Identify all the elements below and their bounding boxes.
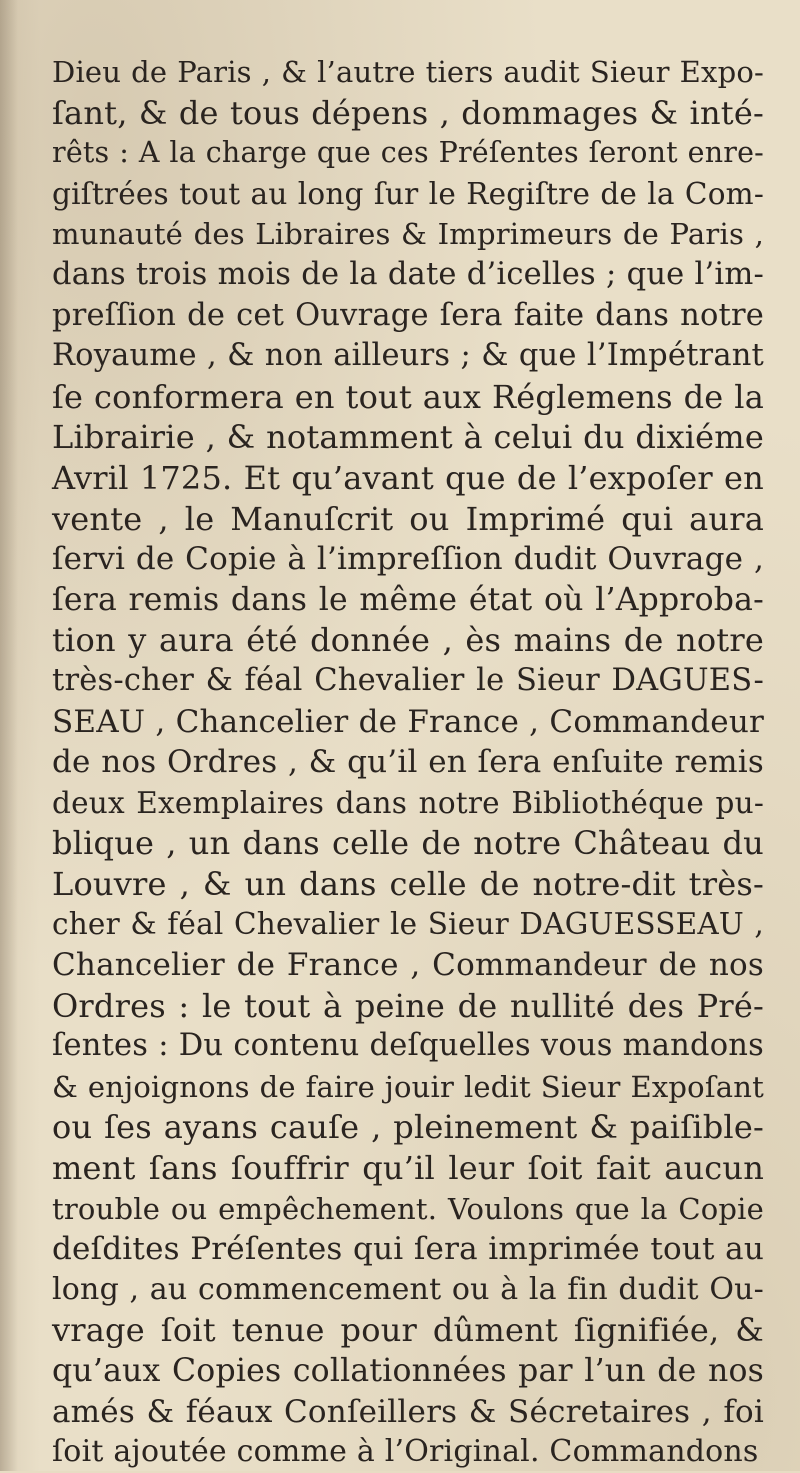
text-line: Royaume , & non ailleurs ; & que l’Impétrant bbox=[52, 338, 764, 374]
text-line: vrage ſoit tenue pour dûment ſignifiée, & bbox=[52, 1311, 764, 1350]
page-gutter-shadow bbox=[0, 0, 18, 1471]
text-line: Dieu de Paris , & l’autre tiers audit Sieur Expo- bbox=[52, 55, 764, 89]
text-line: amés & féaux Conſeillers & Sécretaires , foi bbox=[52, 1393, 764, 1430]
text-line: deux Exemplaires dans notre Bibliothéque pu- bbox=[52, 785, 764, 820]
text-line: de nos Ordres , & qu’il en ſera enſuite remis bbox=[52, 744, 764, 781]
text-line: ſervi de Copie à l’impreſſion dudit Ouvrage , bbox=[52, 541, 764, 578]
text-line: Librairie , & notamment à celui du dixiéme bbox=[52, 418, 764, 457]
text-line: SEAU , Chancelier de France , Commandeur bbox=[52, 703, 764, 740]
text-line: ſe conformera en tout aux Réglemens de la bbox=[52, 377, 764, 416]
text-line: ſoit ajoutée comme à l’Original. Commandons bbox=[52, 1434, 759, 1470]
text-line: ſant, & de tous dépens , dommages & inté- bbox=[52, 93, 764, 132]
text-line: long , au commencement ou à la fin dudit Ou- bbox=[52, 1271, 764, 1307]
text-line: trouble ou empêchement. Voulons que la Copie bbox=[52, 1191, 764, 1226]
text-line: Ordres : le tout à peine de nullité des Pré- bbox=[52, 986, 764, 1025]
text-line: Chancelier de France , Commandeur de nos bbox=[52, 947, 764, 984]
text-line: très-cher & féal Chevalier le Sieur DAGUES- bbox=[52, 662, 764, 698]
body-text bbox=[52, 52, 764, 1473]
text-line: ſentes : Du contenu deſquelles vous mandons bbox=[52, 1028, 764, 1064]
text-line: munauté des Libraires & Imprimeurs de Paris , bbox=[52, 217, 764, 252]
text-line: dans trois mois de la date d’icelles ; que l’im- bbox=[52, 256, 764, 292]
text-line: vente , le Manuſcrit ou Imprimé qui aura bbox=[52, 499, 764, 538]
text-line: ou ſes ayans cauſe , pleinement & paiſible- bbox=[52, 1108, 764, 1147]
text-line: ment ſans ſouffrir qu’il leur ſoit fait aucun bbox=[52, 1149, 764, 1188]
text-line: preſſion de cet Ouvrage ſera faite dans notre bbox=[52, 297, 764, 333]
text-line: Avril 1725. Et qu’avant que de l’expoſer en bbox=[52, 458, 764, 497]
text-line: Louvre , & un dans celle de notre-dit très- bbox=[52, 864, 764, 903]
text-line: & enjoignons de faire jouir ledit Sieur Expoſant bbox=[52, 1069, 764, 1104]
text-line: ſera remis dans le même état où l’Approba- bbox=[52, 581, 764, 618]
text-line: giſtrées tout au long ſur le Regiſtre de la Com- bbox=[52, 176, 764, 211]
text-line: cher & féal Chevalier le Sieur DAGUESSEAU , bbox=[52, 907, 764, 942]
text-line: rêts : A la charge que ces Préſentes ſeront enre- bbox=[52, 136, 764, 170]
text-line: tion y aura été donnée , ès mains de notre bbox=[52, 621, 764, 660]
text-line: deſdites Préſentes qui ſera imprimée tout au bbox=[52, 1231, 764, 1268]
text-line: blique , un dans celle de notre Château du bbox=[52, 824, 764, 863]
text-line: qu’aux Copies collationnées par l’un de nos bbox=[52, 1353, 764, 1389]
